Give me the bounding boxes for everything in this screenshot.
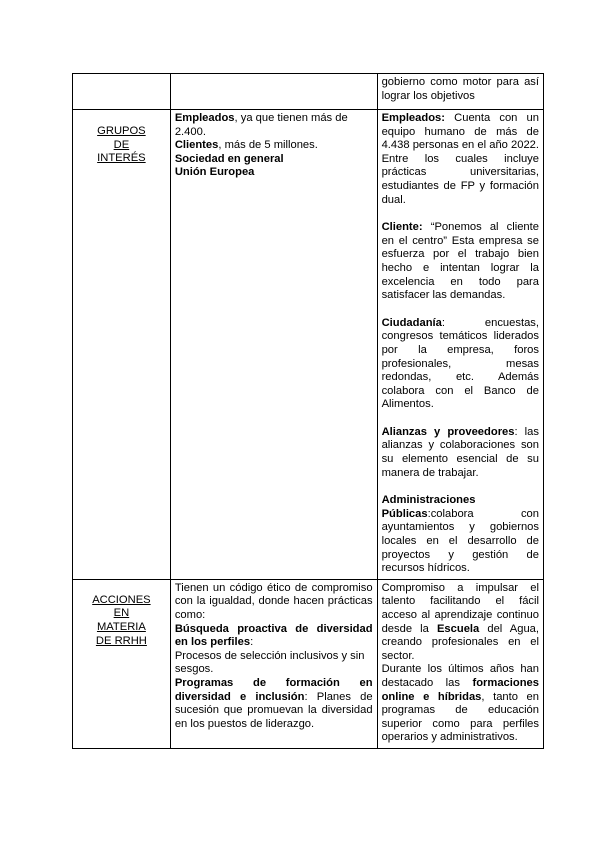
table-row [73,74,544,110]
header-line: ACCIONES [92,593,151,606]
header-line: GRUPOS [97,125,146,137]
cell-grupos-summary [170,110,377,580]
header-line: MATERIA [96,621,146,633]
empleados-paragraph: Empleados: Cuenta con un equipo humano de más de 4.438 personas en el año 2022. Entre los cuales incluye prácticas universitarias, estudiantes de FP y formación dual. [381,112,539,206]
table-row-acciones [73,579,544,748]
header-line: INTERÉS [97,152,146,165]
programas-paragraph: Programas de formación en diversidad e inclusión: Planes de sucesión que promuevan la diversidad en los puestos de liderazgo. [174,676,373,730]
header-acciones-rrhh [73,579,171,748]
header-grupos-de-interes [73,110,171,580]
empty-cell [73,74,171,110]
administraciones-paragraph: Administraciones Públicas:colabora con ayuntamientos y gobiernos locales en el desarrollo de proyectos y gestión de recursos hídricos. [381,494,539,575]
intro-paragraph: Tienen un código ético de compromiso con la igualdad, donde hacen prácticas como: [174,581,373,621]
sociedad-line: Sociedad en general [174,152,284,165]
continuation-text: gobierno como motor para así lograr los objetivos [381,76,539,102]
cliente-paragraph: Cliente: “Ponemos al cliente en el centro” Esta empresa se esfuerza por el trabajo bien hecho e intentan lograr la excelencia en todo para satisfacer las demandas. [381,221,539,302]
busqueda-heading: Búsqueda proactiva de diversidad en los perfiles: [174,622,373,649]
alianzas-paragraph: Alianzas y proveedores: las alianzas y colaboraciones son su elemento esencial de su manera de trabajar. [381,425,539,479]
cell-continuation [377,74,543,110]
document-table [72,73,544,749]
compromiso-paragraph: Compromiso a impulsar el talento facilitando el fácil acceso al aprendizaje continuo desde la Escuela del Agua, creando profesionales en el sector. [381,581,540,662]
header-line: DE [113,138,130,151]
clientes-line: Clientes, más de 5 millones. [174,139,318,152]
formaciones-paragraph: Durante los últimos años han destacado las formaciones online e híbridas, tanto en programas de educación superior como para perfiles operarios y administrativos. [381,663,539,744]
cell-acciones-summary [170,579,377,748]
ue-line: Unión Europea [174,166,255,179]
empty-cell [170,74,377,110]
cell-grupos-detail [377,110,543,580]
header-line: EN [113,607,130,620]
empleados-line: Empleados, ya que tienen más de 2.400. [174,112,348,138]
header-line: DE RRHH [95,634,147,647]
table-row-grupos [73,110,544,580]
ciudadania-paragraph: Ciudadanía: encuestas, congresos temáticos liderados por la empresa, foros profesionales, mesas redondas, etc. Además colabora con el Banco de Alimentos. [381,316,539,411]
busqueda-text: Procesos de selección inclusivos y sin sesgos. [174,649,365,676]
cell-acciones-detail [377,579,543,748]
